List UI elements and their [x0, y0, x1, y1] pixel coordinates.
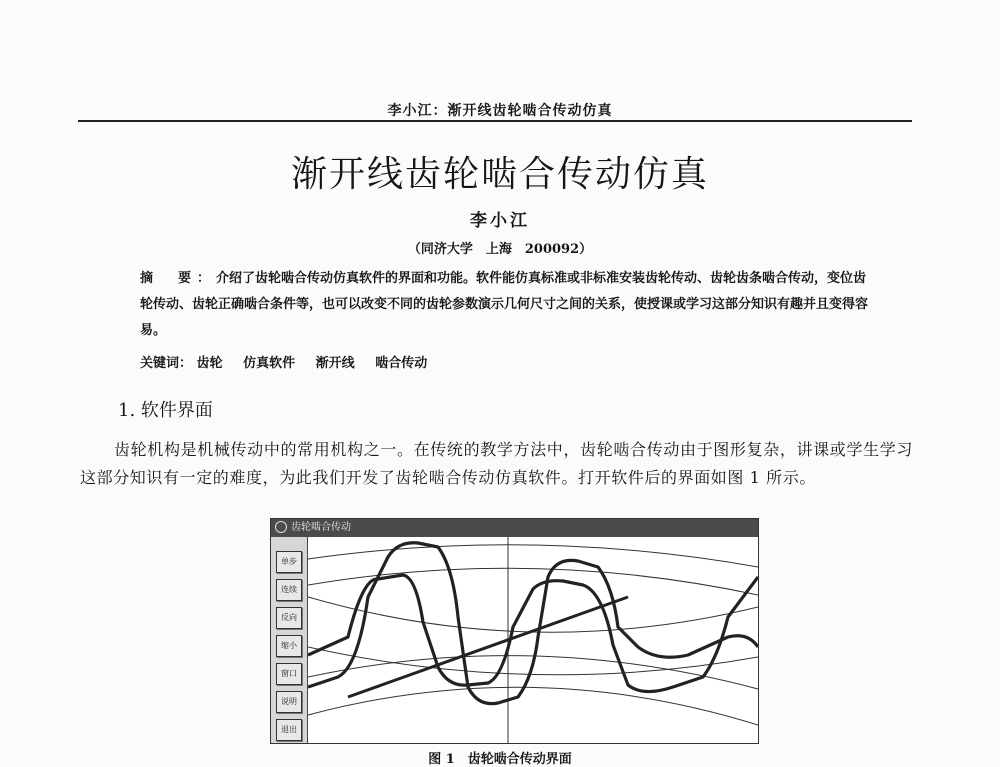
help-button[interactable]: 说明	[276, 691, 302, 713]
zoom-out-button[interactable]: 缩小	[276, 635, 302, 657]
base-circle-lower	[308, 687, 758, 725]
keyword: 仿真软件	[243, 356, 296, 371]
window-button[interactable]: 窗口	[276, 663, 302, 685]
gear-canvas	[308, 537, 758, 743]
affiliation: （同济大学 上海 200092）	[407, 242, 593, 257]
figure-caption: 图 1 齿轮啮合传动界面	[428, 752, 572, 767]
base-circle-upper	[308, 597, 758, 632]
figure-screenshot	[270, 518, 759, 744]
header-rule	[78, 120, 912, 122]
running-head: 李小江：渐开线齿轮啮合传动仿真	[387, 103, 613, 119]
body-paragraph: 齿轮机构是机械传动中的常用机构之一。在传统的教学方法中，齿轮啮合传动由于图形复杂，讲课或学生学习这部分知识有一定的难度，为此我们开发了齿轮啮合传动仿真软件。打开软件后的界面如图 1 所示。	[80, 440, 913, 487]
window-titlebar	[271, 519, 758, 537]
reverse-button[interactable]: 反向	[276, 607, 302, 629]
abstract-label: 摘 要：	[140, 271, 217, 286]
keyword: 啮合传动	[375, 356, 428, 371]
keyword: 渐开线	[315, 356, 355, 371]
keywords-label: 关键词：	[140, 356, 193, 371]
exit-button[interactable]: 退出	[276, 719, 302, 741]
paper-title: 渐开线齿轮啮合传动仿真	[290, 154, 709, 195]
addendum-circle-upper	[308, 545, 758, 567]
abstract-text: 介绍了齿轮啮合传动仿真软件的界面和功能。软件能仿真标准或非标准安装齿轮传动、齿轮齿条啮合传动，变位齿轮传动、齿轮正确啮合条件等，也可以改变不同的齿轮参数演示几何尺寸之间的关系，使授课或学习这部分知识有趣并且变得容易。	[140, 271, 869, 338]
button-sidebar	[271, 537, 308, 743]
section-heading: 1. 软件界面	[118, 400, 213, 421]
keywords	[140, 352, 443, 371]
keyword: 齿轮	[196, 356, 223, 371]
continuous-button[interactable]: 连续	[276, 579, 302, 601]
app-icon	[275, 521, 287, 533]
step-button[interactable]: 单步	[276, 551, 302, 573]
author: 李小江	[470, 211, 530, 231]
window-title: 齿轮啮合传动	[291, 522, 351, 533]
abstract	[140, 266, 875, 344]
